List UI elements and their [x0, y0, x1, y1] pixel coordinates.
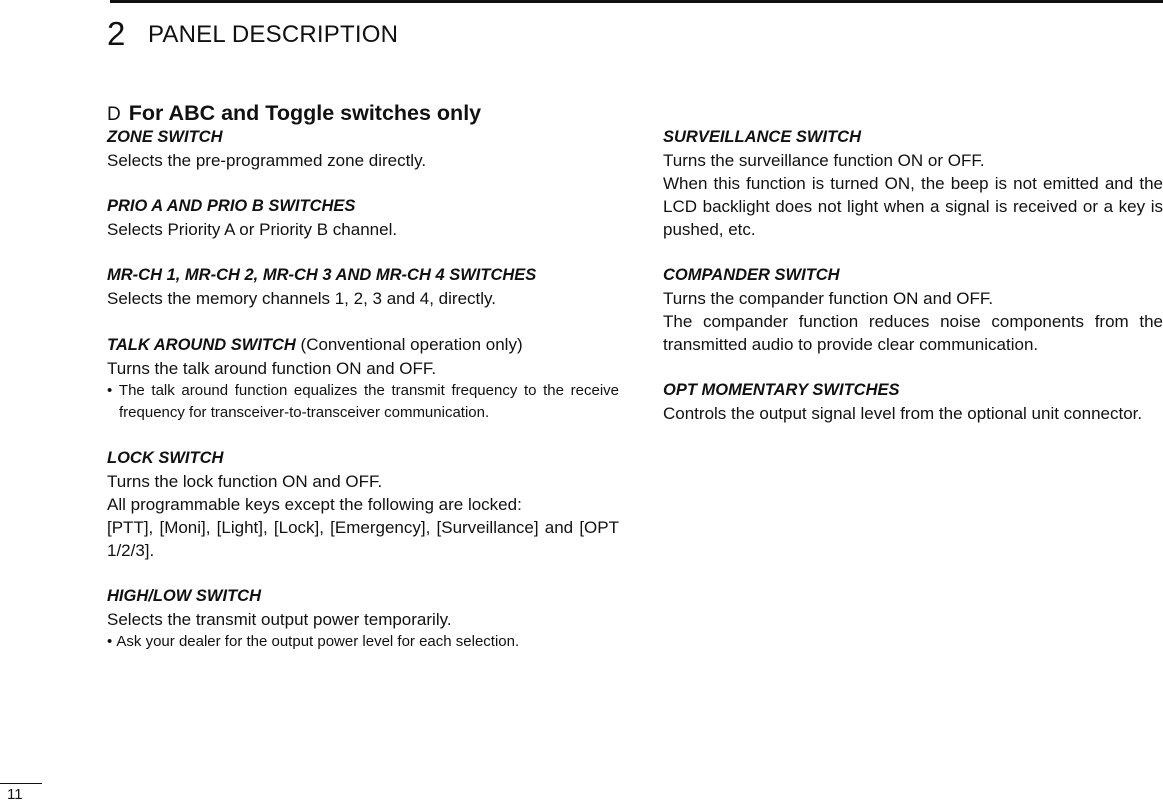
surveillance-switch-desc-2: When this function is turned ON, the beep is not emitted and the LCD backlight does not light when a signal is received or a key is pushed, etc. — [663, 174, 1163, 239]
talk-around-title — [107, 333, 619, 357]
lock-switch-block — [107, 447, 619, 562]
talk-around-desc: Turns the talk around function ON and OFF. — [107, 359, 437, 378]
surveillance-switch-desc-1: Turns the surveillance function ON or OFF. — [663, 151, 985, 170]
diamond-marker-icon: D — [107, 104, 121, 125]
section-heading-text: For ABC and Toggle switches only — [128, 101, 482, 125]
mr-ch-switches-desc: Selects the memory channels 1, 2, 3 and 4, directly. — [107, 289, 496, 308]
high-low-switch-note: • Ask your dealer for the output power level for each selection. — [107, 631, 619, 653]
talk-around-title-suffix: (Conventional operation only) — [295, 335, 523, 354]
compander-switch-desc-1: Turns the compander function ON and OFF. — [663, 289, 994, 308]
compander-switch-desc-2: The compander function reduces noise components from the transmitted audio to provide clear communication. — [663, 312, 1163, 354]
prio-switches-title: PRIO A AND PRIO B SWITCHES — [107, 197, 356, 215]
high-low-switch-block — [107, 585, 619, 653]
opt-momentary-desc: Controls the output signal level from the optional unit connector. — [663, 404, 1143, 423]
mr-ch-switches-title: MR-CH 1, MR-CH 2, MR-CH 3 AND MR-CH 4 SWITCHES — [107, 266, 537, 284]
prio-switches-block — [107, 195, 619, 241]
talk-around-block — [107, 333, 619, 424]
lock-switch-desc-3: [PTT], [Moni], [Light], [Lock], [Emergency], [Surveillance] and [OPT 1/2/3]. — [107, 518, 619, 560]
high-low-switch-desc: Selects the transmit output power temporarily. — [107, 610, 452, 629]
compander-switch-title: COMPANDER SWITCH — [663, 266, 840, 284]
lock-switch-desc-2: All programmable keys except the following are locked: — [107, 495, 522, 514]
lock-switch-desc-1: Turns the lock function ON and OFF. — [107, 472, 383, 491]
surveillance-switch-title: SURVEILLANCE SWITCH — [663, 128, 861, 146]
lock-switch-title: LOCK SWITCH — [107, 449, 224, 467]
section-heading — [107, 100, 481, 128]
surveillance-switch-block — [663, 126, 1163, 241]
right-column — [663, 126, 1163, 448]
mr-ch-switches-block — [107, 264, 619, 310]
compander-switch-block — [663, 264, 1163, 356]
chapter-title: PANEL DESCRIPTION — [148, 21, 399, 48]
top-rule — [110, 0, 1163, 3]
zone-switch-desc: Selects the pre-programmed zone directly. — [107, 151, 427, 170]
talk-around-note: • The talk around function equalizes the transmit frequency to the receive frequency for transceiver-to-transceiver communication. — [107, 380, 619, 424]
page-number-rule — [0, 783, 42, 784]
opt-momentary-title: OPT MOMENTARY SWITCHES — [663, 381, 900, 399]
talk-around-title-text: TALK AROUND SWITCH — [107, 336, 296, 354]
high-low-switch-title: HIGH/LOW SWITCH — [107, 587, 261, 605]
opt-momentary-block — [663, 379, 1163, 425]
chapter-number: 2 — [107, 15, 126, 52]
zone-switch-title: ZONE SWITCH — [107, 128, 223, 146]
prio-switches-desc: Selects Priority A or Priority B channel. — [107, 220, 398, 239]
left-column — [107, 126, 619, 676]
zone-switch-block — [107, 126, 619, 172]
page-number: 11 — [7, 786, 23, 803]
